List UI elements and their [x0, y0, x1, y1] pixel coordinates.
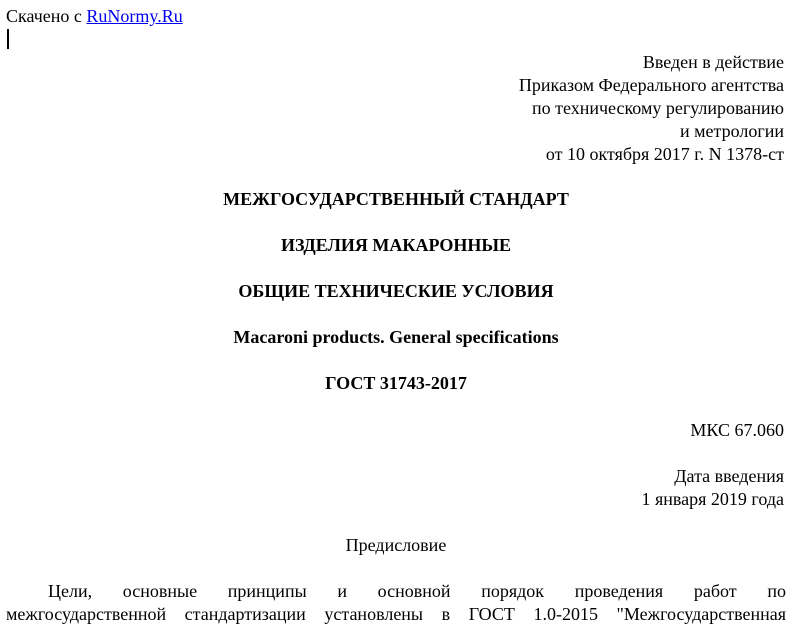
- enactment-line-2: Приказом Федерального агентства: [518, 75, 784, 95]
- gost-code: ГОСТ 31743-2017: [325, 373, 467, 393]
- enactment-line-5: от 10 октября 2017 г. N 1378-ст: [545, 144, 784, 164]
- preface-title: Предисловие: [345, 535, 447, 555]
- standard-subtitle: ОБЩИЕ ТЕХНИЧЕСКИЕ УСЛОВИЯ: [238, 281, 554, 301]
- preface-paragraph-line-1: Цели, основные принципы и основной порядок проведения работ по: [48, 581, 786, 601]
- standard-title: ИЗДЕЛИЯ МАКАРОННЫЕ: [280, 235, 512, 255]
- introduction-date-label: Дата введения: [674, 466, 784, 486]
- text-cursor: [7, 29, 9, 49]
- mks-code: МКС 67.060: [690, 420, 784, 440]
- preface-paragraph-line-2: межгосударственной стандартизации установлены в ГОСТ 1.0-2015 "Межгосударственная: [6, 604, 786, 624]
- standard-type-heading: МЕЖГОСУДАРСТВЕННЫЙ СТАНДАРТ: [223, 189, 569, 209]
- enactment-line-1: Введен в действие: [642, 52, 784, 72]
- source-line: [6, 5, 183, 27]
- runormy-link[interactable]: RuNormy.Ru: [86, 6, 183, 26]
- english-title: Macaroni products. General specifications: [233, 327, 559, 347]
- introduction-date: 1 января 2019 года: [641, 489, 784, 509]
- enactment-line-3: по техническому регулированию: [531, 98, 784, 118]
- source-prefix: Скачено с: [6, 6, 82, 26]
- enactment-line-4: и метрологии: [680, 121, 784, 141]
